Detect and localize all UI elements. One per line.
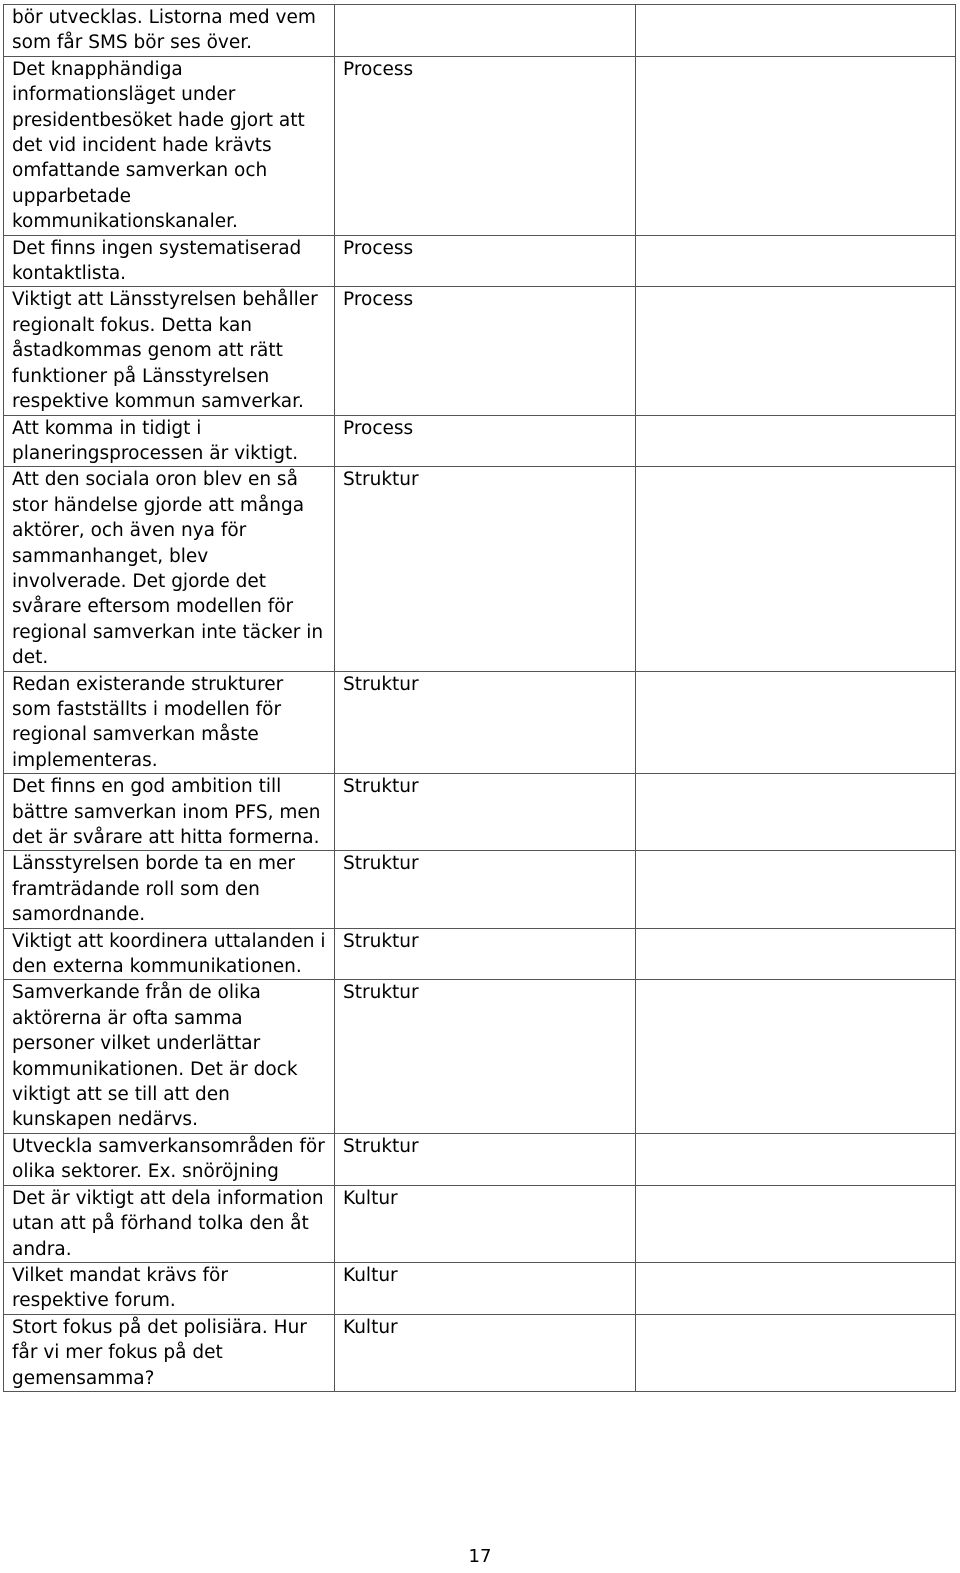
table-row xyxy=(4,1314,956,1391)
finding-notes xyxy=(636,235,956,287)
finding-category: Kultur xyxy=(335,1314,636,1391)
table-row xyxy=(4,1262,956,1314)
finding-notes xyxy=(636,774,956,851)
finding-text: Redan existerande strukturer som fastställts i modellen för regional samverkan måste implementeras. xyxy=(4,671,335,774)
finding-text: Viktigt att koordinera uttalanden i den externa kommunikationen. xyxy=(4,928,335,980)
finding-notes xyxy=(636,1314,956,1391)
finding-text: Att komma in tidigt i planeringsprocessen är viktigt. xyxy=(4,415,335,467)
finding-text: Det knapphändiga informationsläget under presidentbesöket hade gjort att det vid incident hade krävts omfattande samverkan och upparbetade kommunikationskanaler. xyxy=(4,56,335,235)
finding-notes xyxy=(636,671,956,774)
finding-category: Process xyxy=(335,56,636,235)
finding-category: Struktur xyxy=(335,928,636,980)
finding-category: Process xyxy=(335,287,636,415)
page-number: 17 xyxy=(468,1546,492,1567)
table-row xyxy=(4,1133,956,1185)
table-row xyxy=(4,928,956,980)
finding-text: Länsstyrelsen borde ta en mer framträdande roll som den samordnande. xyxy=(4,851,335,928)
finding-text: Vilket mandat krävs för respektive forum. xyxy=(4,1262,335,1314)
finding-category: Process xyxy=(335,235,636,287)
finding-text: Det är viktigt att dela information utan att på förhand tolka den åt andra. xyxy=(4,1185,335,1262)
table-row xyxy=(4,5,956,57)
finding-text: Samverkande från de olika aktörerna är ofta samma personer vilket underlättar kommunikationen. Det är dock viktigt att se till att den kunskapen nedärvs. xyxy=(4,980,335,1133)
finding-category: Kultur xyxy=(335,1262,636,1314)
finding-notes xyxy=(636,467,956,671)
finding-notes xyxy=(636,1133,956,1185)
table-row xyxy=(4,235,956,287)
finding-notes xyxy=(636,980,956,1133)
finding-notes xyxy=(636,287,956,415)
table-row xyxy=(4,287,956,415)
table-row xyxy=(4,980,956,1133)
finding-text: Viktigt att Länsstyrelsen behåller regionalt fokus. Detta kan åstadkommas genom att rätt funktioner på Länsstyrelsen respektive kommun samverkar. xyxy=(4,287,335,415)
finding-notes xyxy=(636,1262,956,1314)
finding-category: Struktur xyxy=(335,1133,636,1185)
finding-text: Utveckla samverkansområden för olika sektorer. Ex. snöröjning xyxy=(4,1133,335,1185)
table-row xyxy=(4,1185,956,1262)
findings-table-body xyxy=(4,5,956,1392)
finding-notes xyxy=(636,415,956,467)
finding-category xyxy=(335,5,636,57)
finding-notes xyxy=(636,56,956,235)
finding-category: Struktur xyxy=(335,671,636,774)
table-row xyxy=(4,851,956,928)
table-row xyxy=(4,415,956,467)
finding-category: Struktur xyxy=(335,467,636,671)
finding-notes xyxy=(636,1185,956,1262)
finding-category: Struktur xyxy=(335,774,636,851)
finding-text: Att den sociala oron blev en så stor händelse gjorde att många aktörer, och även nya för sammanhanget, blev involverade. Det gjorde det svårare eftersom modellen för regional samverkan inte täcker in det. xyxy=(4,467,335,671)
finding-category: Struktur xyxy=(335,851,636,928)
table-row xyxy=(4,774,956,851)
finding-category: Process xyxy=(335,415,636,467)
finding-text: Det finns en god ambition till bättre samverkan inom PFS, men det är svårare att hitta formerna. xyxy=(4,774,335,851)
table-row xyxy=(4,671,956,774)
finding-notes xyxy=(636,851,956,928)
table-row xyxy=(4,56,956,235)
findings-table xyxy=(3,4,956,1392)
finding-category: Kultur xyxy=(335,1185,636,1262)
table-row xyxy=(4,467,956,671)
finding-notes xyxy=(636,928,956,980)
finding-text: Det finns ingen systematiserad kontaktlista. xyxy=(4,235,335,287)
finding-text: Stort fokus på det polisiära. Hur får vi mer fokus på det gemensamma? xyxy=(4,1314,335,1391)
finding-category: Struktur xyxy=(335,980,636,1133)
finding-text: bör utvecklas. Listorna med vem som får SMS bör ses över. xyxy=(4,5,335,57)
finding-notes xyxy=(636,5,956,57)
